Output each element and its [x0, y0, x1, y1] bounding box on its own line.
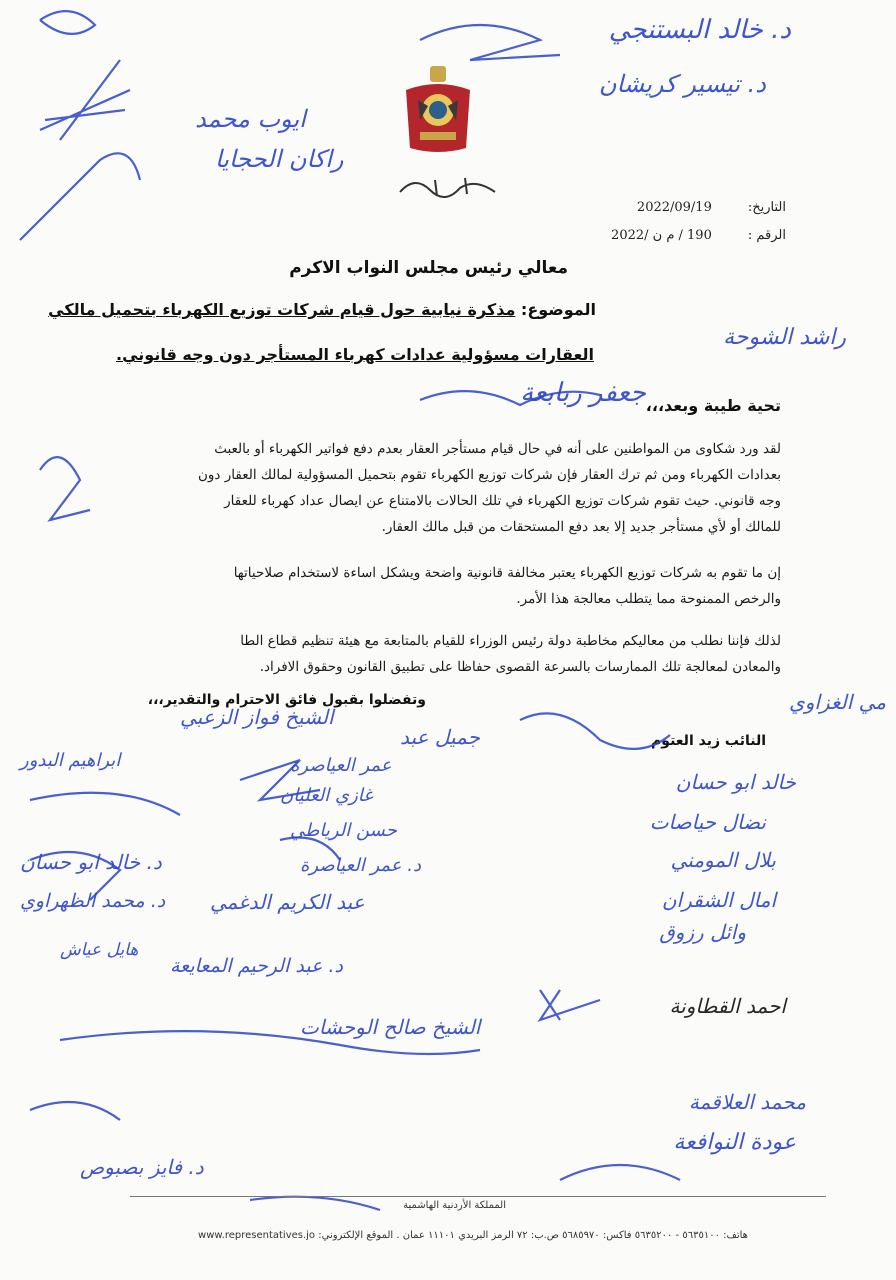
reference-label: الرقم :: [747, 228, 786, 243]
subject-line-2: العقارات مسؤولية عدادات كهرباء المستأجر دون وجه قانوني.: [116, 345, 594, 364]
signature-13: احمد القطاونة: [669, 994, 786, 1018]
date-value: 2022/09/19: [636, 200, 712, 215]
signature-11: امال الشقران: [661, 888, 776, 912]
date-label: التاريخ:: [747, 200, 786, 215]
signature-4: راكان الحجايا: [215, 145, 344, 173]
body-paragraph-2: إن ما تقوم به شركات توزيع الكهرباء يعتبر مخالفة قانونية واضحة ويشكل اساءة لاستخدام صلاحياتها والرخص الممنوحة مما يتطلب معالجة هذا الأمر.: [233, 565, 781, 607]
signature-29: ابراهيم البدور: [20, 750, 121, 771]
signature-14: محمد العلاقمة: [688, 1090, 806, 1114]
signature-2: د. تيسير كريشان: [598, 70, 766, 98]
body-paragraph-3: لذلك فإننا نطلب من معاليكم مخاطبة دولة رئيس الوزراء للقيام بالمتابعة مع هيئة تنظيم قطاع الطا والمعادن لمعالجة تلك الممارسات بالسرعة القصوى حفاظا على تطبيق القانون وحقوق الافراد.: [240, 633, 781, 675]
signature-1: د. خالد البستنجي: [608, 15, 791, 45]
body-paragraph-1: لقد ورد شكاوى من المواطنين على أنه في حال قيام مستأجر العقار بعدم دفع فواتير الكهرباء أو بالعبث بعدادات الكهرباء ومن ثم ترك العقار فإن شركات توزيع الكهرباء تقوم بتحميل المسؤولية لمالك العقار دون وجه قانوني. حيث تقوم شركات توزيع الكهرباء في تلك الحالات بالامتناع عن ايصال عداد كهرباء للعقار للمالك أو لأي مستأجر جديد إلا بعد دفع المستحقات من قبل مالك العقار.: [198, 441, 781, 535]
subject-line-1: [48, 300, 596, 319]
signature-7: مي الغزاوي: [789, 690, 886, 714]
signature-8: خالد ابو حسان: [675, 770, 796, 794]
date-row: [637, 200, 786, 215]
signature-18: د. محمد الظهراوي: [20, 890, 166, 912]
signature-16: د. فايز بصبوص: [80, 1155, 204, 1179]
subject-label: الموضوع:: [520, 300, 596, 319]
signature-22: عمر العياصرة: [290, 755, 392, 776]
signature-27: الشيخ صالح الوحشات: [300, 1015, 481, 1039]
signature-19: د. خالد ابو حسان: [20, 850, 162, 874]
signature-9: نضال حياصات: [649, 810, 766, 834]
closing-line: وتفضلوا بقبول فائق الاحترام والتقدير،،،: [147, 692, 426, 708]
signer-name: النائب زيد العتوم: [651, 733, 766, 749]
council-calligraphy-logo: [395, 170, 505, 200]
signature-25: جميل عبد: [400, 725, 480, 749]
signature-6: جعفر ربابعة: [520, 378, 646, 408]
footer-divider: [130, 1196, 826, 1197]
reference-value: 190 / م ن /2022: [611, 228, 712, 243]
signature-3: ايوب محمد: [195, 105, 306, 133]
addressee: معالي رئيس مجلس النواب الاكرم: [289, 258, 568, 278]
signature-26: الشيخ فواز الزعبي: [180, 705, 334, 729]
subject-text-1: مذكرة نيابية حول قيام شركات توزيع الكهرباء بتحميل مالكي: [48, 300, 516, 319]
greeting: تحية طيبة وبعد،،،: [645, 396, 781, 415]
signature-28: د. عمر العياصرة: [300, 855, 421, 876]
footer-contact: هاتف: ٥٦٣٥١٠٠ - ٥٦٣٥٢٠٠ فاكس: ٥٦٨٥٩٧٠ ص.ب: ٧٢ الرمز البريدي ١١١٠١ عمان . الموقع الإلكتروني: www.representatives.jo: [198, 1230, 748, 1241]
signature-20: هايل عياش: [60, 940, 139, 960]
signature-5: راشد الشوحة: [723, 325, 846, 350]
signature-24: حسن الرياطي: [290, 820, 397, 841]
footer-kingdom: المملكة الأردنية الهاشمية: [403, 1200, 506, 1211]
coat-of-arms-emblem: [398, 60, 478, 156]
signature-23: غازي العليان: [280, 785, 373, 806]
signature-17: د. عبد الرحيم المعايعة: [170, 955, 343, 977]
signature-15: عودة النوافعة: [673, 1130, 796, 1155]
signature-12: وائل رزوق: [659, 920, 746, 944]
reference-row: [611, 228, 786, 243]
signature-21: عبد الكريم الدغمي: [210, 890, 365, 914]
signature-10: بلال المومني: [670, 848, 776, 872]
